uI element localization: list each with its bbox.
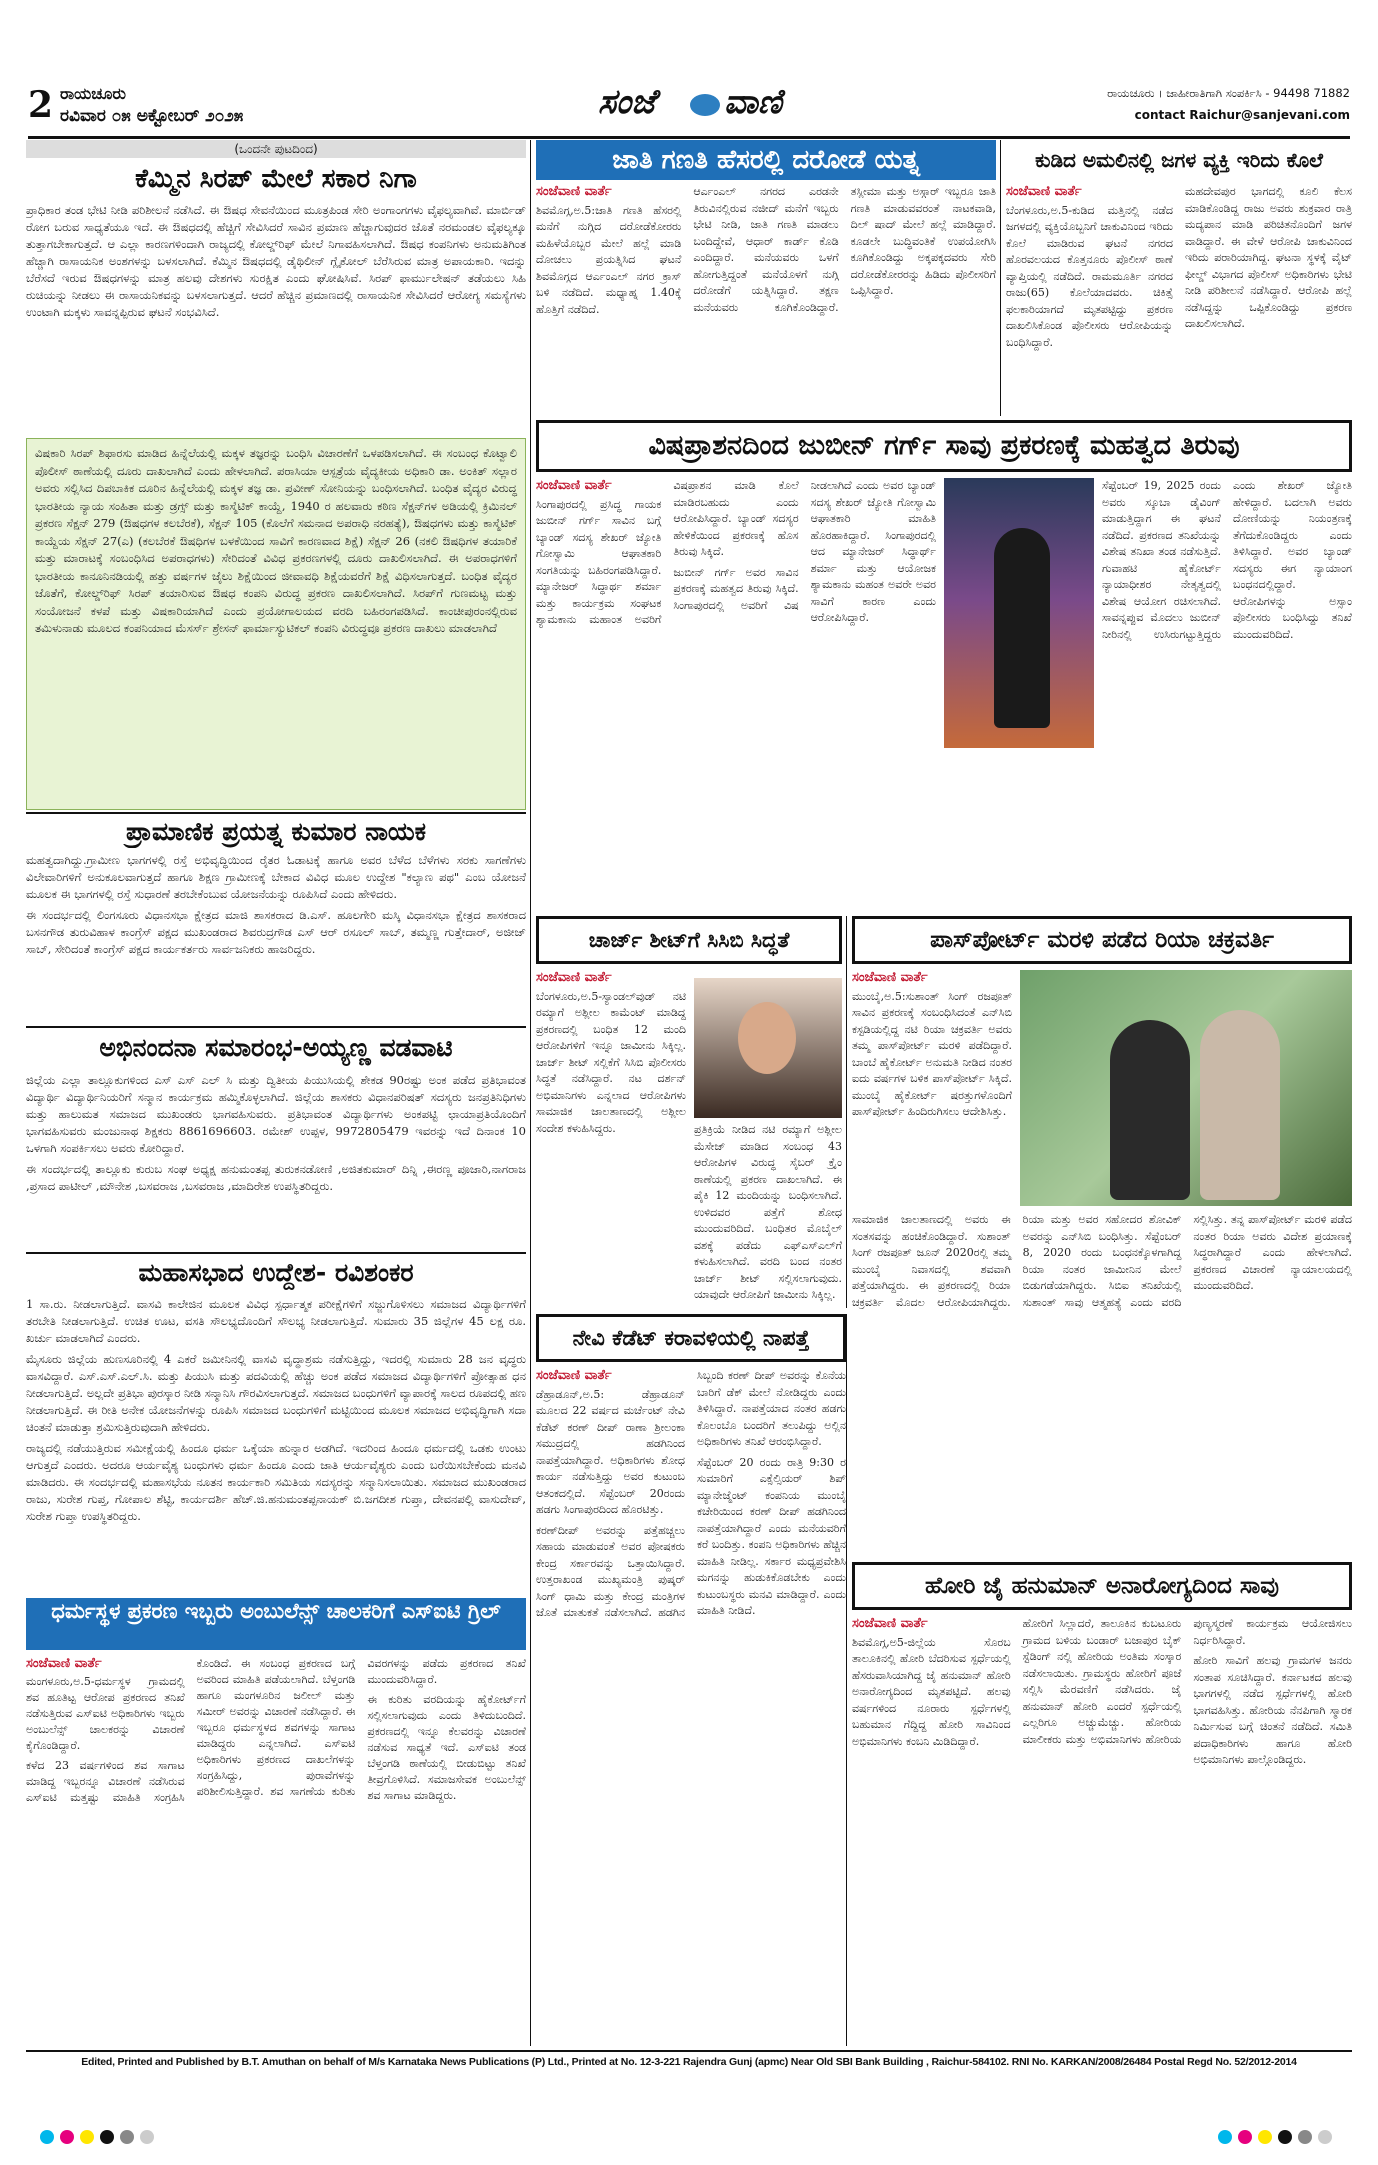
article-body <box>26 1072 526 1248</box>
magenta-mark <box>1238 2130 1252 2144</box>
paragraph: ಶಿವಮೊಗ್ಗ,ಅ5-ಜಿಲ್ಲೆಯ ಸೊರಬ ತಾಲೂಕಿನಲ್ಲಿ ಹೋರಿ ಬೆದರಿಸುವ ಸ್ಪರ್ಧೆಯಲ್ಲಿ ಹೆಸರುವಾಸಿಯಾಗಿದ್ದ ಜೈ ಹನುಮಾನ್ ಹೋರಿ ಅನಾರೋಗ್ಯದಿಂದ ಮೃತಪಟ್ಟಿದೆ. ಹಲವು ವರ್ಷಗಳಿಂದ ನೂರಾರು ಸ್ಪರ್ಧೆಗಳಲ್ಲಿ ಬಹುಮಾನ ಗೆದ್ದಿದ್ದ ಹೋರಿ ಸಾವಿನಿಂದ ಅಭಿಮಾನಿಗಳು ಕಂಬನಿ ಮಿಡಿದಿದ್ದಾರೆ. <box>852 1635 1011 1748</box>
headline[interactable]: ಪ್ರಾಮಾಣಿಕ ಪ್ರಯತ್ನ ಕುಮಾರ ನಾಯಕ <box>26 812 526 848</box>
column-divider <box>846 916 847 1308</box>
paragraph: ಕರಣ್‌ದೀಪ್ ಅವರನ್ನು ಪತ್ತೆಹಚ್ಚಲು ಸಹಾಯ ಮಾಡುವಂತೆ ಅವರ ಪೋಷಕರು ಕೇಂದ್ರ ಸರ್ಕಾರವನ್ನು ಒತ್ತಾಯಿಸಿದ್ದಾರೆ. ಉತ್ತರಾಖಂಡ ಮುಖ್ಯಮಂತ್ರಿ ಪುಷ್ಕರ್ ಸಿಂಗ್ ಧಾಮಿ ಮತ್ತು ಕೇಂದ್ರ ಮಂತ್ರಿಗಳ ಜೊತೆ ಮಾತುಕತೆ ನಡೆಸಲಾಗಿದೆ. ಹಡಗಿನ ಸಿಬ್ಬಂದಿ ಕರಣ್ ದೀಪ್ ಅವರನ್ನು ಕೊನೆಯ ಬಾರಿಗೆ ಡೆಕ್ ಮೇಲೆ ನೋಡಿದ್ದರು ಎಂದು ತಿಳಿಸಿದ್ದಾರೆ. ನಾಪತ್ತೆಯಾದ ನಂತರ ಹಡಗು ಕೊಲಂಬೊ ಬಂದರಿಗೆ ತಲುಪಿದ್ದು ಅಲ್ಲಿನ ಅಧಿಕಾರಿಗಳು ತನಿಖೆ ಆರಂಭಿಸಿದ್ದಾರೆ. <box>536 1369 846 1619</box>
article-body <box>26 1296 526 1592</box>
article-caste <box>536 140 996 416</box>
paragraph: ಈ ಕುರಿತು ವರದಿಯನ್ನು ಹೈಕೋರ್ಟ್‌ಗೆ ಸಲ್ಲಿಸಲಾಗುವುದು ಎಂದು ತಿಳಿದುಬಂದಿದೆ. ಪ್ರಕರಣದಲ್ಲಿ ಇನ್ನೂ ಕೆಲವರನ್ನು ವಿಚಾರಣೆ ನಡೆಸುವ ಸಾಧ್ಯತೆ ಇದೆ. ಎಸ್‌ಐಟಿ ತಂಡ ಬೆಳ್ತಂಗಡಿ ಠಾಣೆಯಲ್ಲಿ ಬೀಡುಬಿಟ್ಟು ತನಿಖೆ ತೀವ್ರಗೊಳಿಸಿದೆ. ಸಮಾಜಸೇವಕ ಅಂಬುಲೆನ್ಸ್ ಶವ ಸಾಗಾಟ ಮಾಡಿದ್ದರು. <box>367 1693 526 1802</box>
newspaper-logo <box>598 80 818 134</box>
article-nevi <box>536 1314 846 2046</box>
article-murder <box>1006 140 1352 416</box>
paragraph: ಹೋರಿಗೆ ಸಿಲ್ಲಾದರೆ, ತಾಲೂಕಿನ ಕುಬಟೂರು ಗ್ರಾಮದ ಬಳಿಯ ಬಂಡಾರ್ ಬಜಾಪುರ ಬೈಕ್ ಸ್ಟೆಡಿಂಗ್ ನಲ್ಲಿ ಹೋರಿಯ ಅಂತಿಮ ಸಂಸ್ಕಾರ ನಡೆಸಲಾಯಿತು. ಗ್ರಾಮಸ್ಥರು ಹೋರಿಗೆ ಪೂಜೆ ಸಲ್ಲಿಸಿ ಮೆರವಣಿಗೆ ನಡೆಸಿದರು. ಜೈ ಹನುಮಾನ್ ಹೋರಿ ಎಂದರೆ ಸ್ಪರ್ಧೆಯಲ್ಲಿ ಎಲ್ಲರಿಗೂ ಅಚ್ಚುಮೆಚ್ಚು. ಹೋರಿಯ ಮಾಲೀಕರು ಮತ್ತು ಅಭಿಮಾನಿಗಳು ಹೋರಿಯ ಪುಣ್ಯಸ್ಮರಣೆ ಕಾರ್ಯಕ್ರಮ ಆಯೋಜಿಸಲು ನಿರ್ಧರಿಸಿದ್ದಾರೆ. <box>1022 1617 1352 1746</box>
article-body <box>536 1368 846 2046</box>
headline[interactable]: ಅಭಿನಂದನಾ ಸಮಾರಂಭ-ಅಯ್ಯಣ್ಣ ವಡವಾಟಿ <box>26 1026 526 1066</box>
couple-photo <box>1020 970 1352 1206</box>
paragraph: ಜುಬೀನ್ ಗರ್ಗ್ ಅವರ ಸಾವಿನ ಪ್ರಕರಣಕ್ಕೆ ಮಹತ್ವದ ತಿರುವು ಸಿಕ್ಕಿದೆ. ಸಿಂಗಾಪುರದಲ್ಲಿ ಅವರಿಗೆ ವಿಷ ನೀಡಲಾಗಿದೆ ಎಂದು ಅವರ ಬ್ಯಾಂಡ್ ಸದಸ್ಯ ಶೇಖರ್ ಜ್ಯೋತಿ ಗೋಸ್ವಾಮಿ ಆಘಾತಕಾರಿ ಮಾಹಿತಿ ಹೊರಹಾಕಿದ್ದಾರೆ. ಸಿಂಗಾಪುರದಲ್ಲಿ ಆದ ಮ್ಯಾನೇಜರ್ ಸಿದ್ಧಾರ್ಥ್ ಶರ್ಮಾ ಮತ್ತು ಆಯೋಜಕ ಶ್ಯಾಮಕಾನು ಮಹಂತ ಅವರೇ ಅವರ ಸಾವಿಗೆ ಕಾರಣ ಎಂದು ಆರೋಪಿಸಿದ್ದಾರೆ. <box>673 479 936 624</box>
paragraph: ಮಹದೇವಪುರ ಭಾಗದಲ್ಲಿ ಕೂಲಿ ಕೆಲಸ ಮಾಡಿಕೊಂಡಿದ್ದ ರಾಜು ಅವರು ಶುಕ್ರವಾರ ರಾತ್ರಿ ಮದ್ಯಪಾನ ಮಾಡಿ ಪರಿಚಿತನೊಂದಿಗೆ ಜಗಳ ವಾಡಿದ್ದಾರೆ. ಈ ವೇಳೆ ಆರೋಪಿ ಚಾಕುವಿನಿಂದ ಇರಿದು ಪರಾರಿಯಾಗಿದ್ದ. ಘಟನಾ ಸ್ಥಳಕ್ಕೆ ವೈಟ್ ಫೀಲ್ಡ್ ವಿಭಾಗದ ಪೊಲೀಸ್ ಅಧಿಕಾರಿಗಳು ಭೇಟಿ ನೀಡಿ ಪರಿಶೀಲನೆ ನಡೆಸಿದ್ದಾರೆ. ಆರೋಪಿ ಹಲ್ಲೆ ನಡೆಸಿದ್ದನ್ನು ಒಪ್ಪಿಕೊಂಡಿದ್ದು ಪ್ರಕರಣ ದಾಖಲಿಸಲಾಗಿದೆ. <box>1185 185 1352 330</box>
paragraph: ಹೋರಿ ಸಾವಿಗೆ ಹಲವು ಗ್ರಾಮಗಳ ಜನರು ಸಂತಾಪ ಸೂಚಿಸಿದ್ದಾರೆ. ಕರ್ನಾಟಕದ ಹಲವು ಭಾಗಗಳಲ್ಲಿ ನಡೆದ ಸ್ಪರ್ಧೆಗಳಲ್ಲಿ ಹೋರಿ ಭಾಗವಹಿಸಿತ್ತು. ಹೋರಿಯ ನೆನಪಿಗಾಗಿ ಸ್ಮಾರಕ ನಿರ್ಮಿಸುವ ಬಗ್ಗೆ ಚಿಂತನೆ ನಡೆದಿದೆ. ಸಮಿತಿ ಪದಾಧಿಕಾರಿಗಳು ಹಾಗೂ ಹೋರಿ ಅಭಿಮಾನಿಗಳು ಪಾಲ್ಗೊಂಡಿದ್ದರು. <box>1193 1654 1352 1766</box>
article-body <box>536 184 996 416</box>
paragraph: ಸಿಂಗಾಪುರದಲ್ಲಿ ಪ್ರಸಿದ್ಧ ಗಾಯಕ ಜುಬೀನ್ ಗರ್ಗ್ ಸಾವಿನ ಬಗ್ಗೆ ಬ್ಯಾಂಡ್ ಸದಸ್ಯ ಶೇಖರ್ ಜ್ಯೋತಿ ಗೋಸ್ವಾಮಿ ಆಘಾತಕಾರಿ ಸಂಗತಿಯನ್ನು ಬಹಿರಂಗಪಡಿಸಿದ್ದಾರೆ. ಮ್ಯಾನೇಜರ್ ಸಿದ್ಧಾರ್ಥ ಶರ್ಮಾ ಮತ್ತು ಕಾರ್ಯಕ್ರಮ ಸಂಘಟಕ ಶ್ಯಾಮಕಾನು ಮಹಾಂತ ಅವರಿಗೆ ವಿಷಪ್ರಾಶನ ಮಾಡಿ ಕೊಲೆ ಮಾಡಿರಬಹುದು ಎಂದು ಆರೋಪಿಸಿದ್ದಾರೆ. ಬ್ಯಾಂಡ್ ಸದಸ್ಯರ ಹೇಳಿಕೆಯಿಂದ ಪ್ರಕರಣಕ್ಕೆ ಹೊಸ ತಿರುವು ಸಿಕ್ಕಿದೆ. <box>536 479 799 626</box>
byline: ಸಂಜೆವಾಣಿ ವಾರ್ತೆ <box>536 970 612 985</box>
byline: ಸಂಜೆವಾಣಿ ವಾರ್ತೆ <box>852 970 928 985</box>
info-box <box>26 438 526 810</box>
headline[interactable]: ಚಾರ್ಜ್ ಶೀಟ್‌ಗೆ ಸಿಸಿಬಿ ಸಿದ್ಧತೆ <box>536 916 842 964</box>
article-body <box>26 852 526 1020</box>
paragraph: ರಾಜ್ಯದಲ್ಲಿ ನಡೆಯುತ್ತಿರುವ ಸಮೀಕ್ಷೆಯಲ್ಲಿ ಹಿಂದೂ ಧರ್ಮ ಒಕ್ಕೆಯಾ ಹುನ್ನಾರ ಅಡಗಿದೆ. ಇದರಿಂದ ಹಿಂದೂ ಧರ್ಮದಲ್ಲಿ ಒಡಕು ಉಂಟು ಆಗುತ್ತದೆ ಎಂದರು. ಅದರೂ ಆರ್ಯವೈಶ್ಯ ಬಂಧುಗಳು ಧರ್ಮ ಹಿಂದೂ ಎಂದು ಜಾತಿ ಆರ್ಯವೈಶ್ಯರು ಎಂದು ಬರೆಯಿಸಬೇಕೆಂದು ಮನವಿ ಮಾಡಿದರು. ಈ ಸಂದರ್ಭದಲ್ಲಿ ಮಹಾಸಭೆಯ ನೂತನ ಕಾರ್ಯಕಾರಿ ಸಮಿತಿಯ ಸದಸ್ಯರನ್ನು ಸನ್ಮಾನಿಸಲಾಯಿತು. ಸಮಾಜದ ಮುಖಂಡರಾದ ರಾಜು, ಸುರೇಶ ಗುಪ್ತ, ಗೋಪಾಲ ಶೆಟ್ಟಿ, ಕಾರ್ಯದರ್ಶಿ ಹೆಚ್.ಜಿ.ಹನುಮಂತಪ್ಪನಾಯಕ್ ಬಿ.ಜಗದೀಶ ಗುಪ್ತಾ, ದೇವನಪಲ್ಲಿ ವಾಸುದೇವ್, ಸುರೇಶ ಗುಪ್ತಾ ಉಪಸ್ಥಿತರಿದ್ದರು. <box>26 1441 526 1523</box>
paragraph: ಶಿವಮೊಗ್ಗ,ಅ.5:ಜಾತಿ ಗಣತಿ ಹೆಸರಲ್ಲಿ ಮನೆಗೆ ನುಗ್ಗಿದ ದರೋಡೆಕೋರರು ಮಹಿಳೆಯೊಬ್ಬರ ಮೇಲೆ ಹಲ್ಲೆ ಮಾಡಿ ದೋಚಲು ಪ್ರಯತ್ನಿಸಿದ ಘಟನೆ ಶಿವಮೊಗ್ಗದ ಆರ್ಎಂಎಲ್ ನಗರ ಕ್ರಾಸ್ ಬಳಿ ನಡೆದಿದೆ. ಮಧ್ಯಾಹ್ನ 1.40ಕ್ಕೆ ಹೊತ್ತಿಗೆ ನಡೆದಿದೆ. <box>536 203 682 316</box>
paragraph: ಸೆಪ್ಟೆಂಬರ್ 20 ರಂದು ರಾತ್ರಿ 9:30 ರ ಸುಮಾರಿಗೆ ಎಕ್ಸೆಲ್ಸಿಯರ್ ಶಿಪ್ ಮ್ಯಾನೇಜ್ಮೆಂಟ್ ಕಂಪನಿಯ ಮುಂಬೈ ಕಚೇರಿಯಿಂದ ಕರಣ್ ದೀಪ್ ಹಡಗಿನಿಂದ ನಾಪತ್ತೆಯಾಗಿದ್ದಾರೆ ಎಂದು ಮನೆಯವರಿಗೆ ಕರೆ ಬಂದಿತ್ತು. ಕಂಪನಿ ಅಧಿಕಾರಿಗಳು ಹೆಚ್ಚಿನ ಮಾಹಿತಿ ನೀಡಿಲ್ಲ. ಸರ್ಕಾರ ಮಧ್ಯಪ್ರವೇಶಿಸಿ ಮಗನನ್ನು ಹುಡುಕಿಕೊಡಬೇಕು ಎಂದು ಕುಟುಂಬಸ್ಥರು ಮನವಿ ಮಾಡಿದ್ದಾರೆ. ಎಂದು ಮಾಹಿತಿ ನೀಡಿದೆ. <box>697 1455 846 1617</box>
grey-mark <box>1298 2130 1312 2144</box>
headline[interactable]: ನೇವಿ ಕೆಡೆಟ್ ಕರಾವಳಿಯಲ್ಲಿ ನಾಪತ್ತೆ <box>536 1314 846 1362</box>
headline[interactable]: ಮಹಾಸಭಾದ ಉದ್ದೇಶ- ರವಿಶಂಕರ <box>26 1252 526 1290</box>
headline[interactable]: ಕುಡಿದ ಅಮಲಿನಲ್ಲಿ ಜಗಳ ವ್ಯಕ್ತಿ ಇರಿದು ಕೊಲೆ <box>1035 148 1323 172</box>
yellow-mark <box>1258 2130 1272 2144</box>
headline[interactable]: ವಿಷಪ್ರಾಶನದಿಂದ ಜುಬೀನ್ ಗರ್ಗ್ ಸಾವು ಪ್ರಕರಣಕ್ಕೆ ಮಹತ್ವದ ತಿರುವು <box>536 420 1352 472</box>
grey-mark <box>120 2130 134 2144</box>
person-silhouette <box>994 528 1050 728</box>
box-paragraph: ವಿಷಕಾರಿ ಸಿರಪ್ ಶಿಫಾರಸು ಮಾಡಿದ ಹಿನ್ನೆಲೆಯಲ್ಲಿ ಮಕ್ಕಳ ತಜ್ಞರನ್ನು ಬಂಧಿಸಿ ವಿಚಾರಣೆಗೆ ಒಳಪಡಿಸಲಾಗಿದೆ. ಈ ಸಂಬಂಧ ಕೊಟ್ವಾಲಿ ಪೊಲೀಸ್ ಠಾಣೆಯಲ್ಲಿ ದೂರು ದಾಖಲಾಗಿದೆ ಎಂದು ಹೇಳಲಾಗಿದೆ. ಪರಾಸಿಯಾ ಆಸ್ಪತ್ರೆಯ ವೈದ್ಯಕೀಯ ಅಧಿಕಾರಿ ಡಾ. ಅಂಕಿತ್ ಸಲ್ಲಾರ ಅವರು ಸಲ್ಲಿಸಿದ ದಿಪಬಾಕಿಕ ದೂರಿನ ಹಿನ್ನೆಲೆಯಲ್ಲಿ ಮಕ್ಕಳ ತಜ್ಞ ಡಾ. ಪ್ರವೀಣ್ ಸೋನಿಯನ್ನು ಬಂಧಿಸಲಾಗಿದೆ. ಬಂಧಿತ ವೈದ್ಯರ ವಿರುದ್ಧ ಭಾರತೀಯ ನ್ಯಾಯ ಸಂಹಿತಾ ಮತ್ತು ಡ್ರಗ್ಸ್ ಮತ್ತು ಕಾಸ್ಮೆಟಿಕ್ ಕಾಯ್ದೆ, 1940 ರ ಹಲವಾರು ಕಠಿಣ ಸೆಕ್ಷನ್‌ಗಳ ಅಡಿಯಲ್ಲಿ ಕ್ರಿಮಿನಲ್ ಪ್ರಕರಣ ಸೆಕ್ಷನ್ 279 (ಔಷಧಗಳ ಕಲಬೆರಕೆ), ಸೆಕ್ಷನ್ 105 (ಕೊಲೆಗೆ ಸಮನಾದ ಅಪರಾಧಿ ನರಹತ್ಯೆ), ಔಷಧಗಳು ಮತ್ತು ಕಾಸ್ಮೆಟಿಕ್ ಕಾಯ್ದೆಯ ಸೆಕ್ಷನ್ 27(ಎ) (ಕಲಬೆರಕೆ ಔಷಧಿಗಳ ಬಳಕೆಯಿಂದ ಸಾವಿಗೆ ಕಾರಣವಾದ ಶಿಕ್ಷೆ) ಸೆಕ್ಷನ್ 26 (ನಕಲಿ ಔಷಧಿಗಳ ತಯಾರಿಕೆ ಮತ್ತು ಮಾರಾಟಕ್ಕೆ ಸಂಬಂಧಿಸಿದ ಅಪರಾಧಗಳು) ಸೇರಿದಂತೆ ವಿವಿಧ ಪ್ರಕರಣಗಳಲ್ಲಿ ದೂರು ದಾಖಲಿಸಲಾಗಿದೆ. ಈ ಅಪರಾಧಗಳಿಗೆ ಭಾರತೀಯ ಕಾನೂನಿನಡಿಯಲ್ಲಿ ಹತ್ತು ವರ್ಷಗಳ ಜೈಲು ಶಿಕ್ಷೆಯಿಂದ ಜೀವಾವಧಿ ಶಿಕ್ಷೆಯವರೆಗೆ ಶಿಕ್ಷೆ ವಿಧಿಸಲಾಗುತ್ತದೆ. ಬಂಧಿತ ವೈದ್ಯರ ಜೊತೆಗೆ, ಕೋಲ್ಡ್‌ರಿಫ್ ಸಿರಪ್ ತಯಾರಿಸುವ ಔಷಧ ಕಂಪನಿ ವಿರುದ್ಧ ಪ್ರಕರಣ ದಾಖಲಿಸಲಾಗಿದೆ. ಸಿರಪ್‌ಗೆ ಗುಣಮಟ್ಟ ಮತ್ತು ಸಂಯೋಜನೆ ಕಳಪೆ ಮತ್ತು ವಿಷಕಾರಿಯಾಗಿದೆ ಎಂದು ಪ್ರಯೋಗಾಲಯದ ವರದಿ ಬಹಿರಂಗಪಡಿಸಿದೆ. ಕಾಂಚೀಪುರಂನಲ್ಲಿರುವ ತಮಿಳುನಾಡು ಮೂಲದ ಕಂಪನಿಯಾದ ಮೆಸರ್ಸ್ ಶ್ರೇಸನ್ ಫಾರ್ಮಾಸ್ಯುಟಿಕಲ್ ಕಂಪನಿ ವಿರುದ್ಧವೂ ಪ್ರಕರಣ ದಾಖಲು ಮಾಡಲಾಗಿದೆ <box>35 446 517 635</box>
paragraph: ಮುಂಬೈ,ಅ.5:ಸುಶಾಂತ್ ಸಿಂಗ್ ರಜಪೂತ್ ಸಾವಿನ ಪ್ರಕರಣಕ್ಕೆ ಸಂಬಂಧಿಸಿದಂತೆ ಎನ್‌ಸಿಬಿ ಕಸ್ಟಡಿಯಲ್ಲಿದ್ದ ನಟಿ ರಿಯಾ ಚಕ್ರವರ್ತಿ ಅವರು ತಮ್ಮ ಪಾಸ್‌ಪೋರ್ಟ್ ಮರಳಿ ಪಡೆದಿದ್ದಾರೆ. ಬಾಂಬೆ ಹೈಕೋರ್ಟ್ ಅನುಮತಿ ನೀಡಿದ ನಂತರ ಐದು ವರ್ಷಗಳ ಬಳಿಕ ಪಾಸ್‌ಪೋರ್ಟ್ ಸಿಕ್ಕಿದೆ. ಮುಂಬೈ ಹೈಕೋರ್ಟ್ ಷರತ್ತುಗಳೊಂದಿಗೆ ಪಾಸ್‌ಪೋರ್ಟ್ ಹಿಂದಿರುಗಿಸಲು ಆದೇಶಿಸಿತ್ತು. <box>852 989 1012 1118</box>
column-divider <box>846 1314 847 2046</box>
article-kumar <box>26 812 526 1022</box>
paragraph: ಈ ಸಂದರ್ಭದಲ್ಲಿ ಲಿಂಗಸೂರು ವಿಧಾನಸಭಾ ಕ್ಷೇತ್ರದ ಮಾಜಿ ಶಾಸಕರಾದ ಡಿ.ಎಸ್. ಹೂಲಗೇರಿ ಮಸ್ಕಿ ವಿಧಾನಸಭಾ ಕ್ಷೇತ್ರದ ಶಾಸಕರಾದ ಬಸನಗೌಡ ತುರುವಿಹಾಳ ಕಾಂಗ್ರೆಸ್ ಪಕ್ಷದ ಮುಖಂಡರಾದ ಶಿವರುದ್ರಗೌಡ ಎಸ್ ಆರ್ ರಸೂಲ್ ಸಾಬ್, ತಮ್ಮಣ್ಣ ಗುತ್ತೇದಾರ್, ಅಜೀಜ್ ಸಾಬ್, ಸೇರಿದಂತೆ ಕಾಂಗ್ರೆಸ್ ಪಕ್ಷದ ಕಾರ್ಯಕರ್ತರು ಸಾರ್ವಜನಿಕರು ಹಾಜರಿದ್ದರು. <box>26 908 526 956</box>
cyan-mark <box>40 2130 54 2144</box>
headline[interactable]: ಹೋರಿ ಜೈ ಹನುಮಾನ್ ಅನಾರೋಗ್ಯದಿಂದ ಸಾವು <box>852 1562 1352 1610</box>
article-body <box>26 1656 526 2046</box>
contact-email[interactable]: contact Raichur@sanjevani.com <box>1134 108 1350 122</box>
registration-marks-right <box>1218 2130 1348 2146</box>
article-dharmasthala <box>26 1598 526 2046</box>
article-hori <box>852 1562 1352 2046</box>
paragraph: ಸಾಮಾಜಿಕ ಜಾಲತಾಣದಲ್ಲಿ ಅವರು ಈ ಸಂತಸವನ್ನು ಹಂಚಿಕೊಂಡಿದ್ದಾರೆ. ಸುಶಾಂತ್ ಸಿಂಗ್ ರಜಪೂತ್ ಜೂನ್ 2020ರಲ್ಲಿ ತಮ್ಮ ಮುಂಬೈ ನಿವಾಸದಲ್ಲಿ ಶವವಾಗಿ ಪತ್ತೆಯಾಗಿದ್ದರು. ಈ ಪ್ರಕರಣದಲ್ಲಿ ರಿಯಾ ಚಕ್ರವರ್ತಿ ಮೊದಲ ಆರೋಪಿಯಾಗಿದ್ದರು. ರಿಯಾ ಮತ್ತು ಅವರ ಸಹೋದರ ಶೋವಿಕ್ ಅವರನ್ನು ಎನ್‌ಸಿಬಿ ಬಂಧಿಸಿತ್ತು. ಸೆಪ್ಟೆಂಬರ್ 8, 2020 ರಂದು ಬಂಧನಕ್ಕೊಳಗಾಗಿದ್ದ ರಿಯಾ ನಂತರ ಜಾಮೀನಿನ ಮೇಲೆ ಬಿಡುಗಡೆಯಾಗಿದ್ದರು. ಸಿಬಿಐ ತನಿಖೆಯಲ್ಲಿ ಸುಶಾಂತ್ ಸಾವು ಆತ್ಮಹತ್ಯೆ ಎಂದು ವರದಿ ಸಲ್ಲಿಸಿತ್ತು. ತನ್ನ ಪಾಸ್‌ಪೋರ್ಟ್ ಮರಳಿ ಪಡೆದ ನಂತರ ರಿಯಾ ಅವರು ವಿದೇಶ ಪ್ರಯಾಣಕ್ಕೆ ಸಿದ್ಧರಾಗಿದ್ದಾರೆ ಎಂದು ಹೇಳಲಾಗಿದೆ. ಪ್ರಕರಣದ ವಿಚಾರಣೆ ನ್ಯಾಯಾಲಯದಲ್ಲಿ ಮುಂದುವರಿದಿದೆ. <box>852 1213 1352 1309</box>
headline[interactable]: ಪಾಸ್‌ಪೋರ್ಟ್ ಮರಳಿ ಪಡೆದ ರಿಯಾ ಚಕ್ರವರ್ತಿ <box>852 916 1352 964</box>
headline[interactable]: ಜಾತಿ ಗಣತಿ ಹೆಸರಲ್ಲಿ ದರೋಡೆ ಯತ್ನ <box>536 140 996 180</box>
article-zubeen <box>536 420 1352 910</box>
article-body <box>852 1616 1352 2046</box>
magenta-mark <box>60 2130 74 2144</box>
article-body-left <box>536 478 936 908</box>
paragraph: ಆರ್ಎಂಎಲ್ ನಗರದ ಎರಡನೇ ತಿರುವಿನಲ್ಲಿರುವ ನಜೀದ್ ಮನೆಗೆ ಇಬ್ಬರು ಭೇಟಿ ನೀಡಿ, ಜಾತಿ ಗಣತಿ ಮಾಡಲು ಬಂದಿದ್ದೇವೆ, ಆಧಾರ್ ಕಾರ್ಡ್ ಕೊಡಿ ಎಂದಿದ್ದಾರೆ. ಮನೆಯವರು ಒಳಗೆ ಹೋಗುತ್ತಿದ್ದಂತೆ ಮನೆಯೊಳಗೆ ನುಗ್ಗಿ ದರೋಡೆಗೆ ಯತ್ನಿಸಿದ್ದಾರೆ. ತಕ್ಷಣ ಮನೆಯವರು ಕೂಗಿಕೊಂಡಿದ್ದಾರೆ. ತಸ್ಲೀಮಾ ಮತ್ತು ಅಸ್ಗಾರ್‌ ಇಬ್ಬರೂ ಜಾತಿ ಗಣತಿ ಮಾಡುವವರಂತೆ ನಾಟಕವಾಡಿ, ದಿಲ್ ಷಾದ್ ಮೇಲೆ ಹಲ್ಲೆ ಮಾಡಿದ್ದಾರೆ. ಕೂಡಲೇ ಬುದ್ಧಿವಂತಿಕೆ ಉಪಯೋಗಿಸಿ ಕೂಗಿಕೊಂಡಿದ್ದು ಅಕ್ಕಪಕ್ಕದವರು ಸೇರಿ ದರೋಡೆಕೋರರನ್ನು ಹಿಡಿದು ಪೊಲೀಸರಿಗೆ ಒಪ್ಪಿಸಿದ್ದಾರೆ. <box>693 185 996 314</box>
paragraph: ಡೆಹ್ರಾಡೂನ್,ಅ.5: ಡೆಹ್ರಾಡೂನ್ ಮೂಲದ 22 ವರ್ಷದ ಮರ್ಚೆಂಟ್ ನೇವಿ ಕೆಡೆಟ್ ಕರಣ್ ದೀಪ್ ರಾಣಾ ಶ್ರೀಲಂಕಾ ಸಮುದ್ರದಲ್ಲಿ ಹಡಗಿನಿಂದ ನಾಪತ್ತೆಯಾಗಿದ್ದಾರೆ. ಅಧಿಕಾರಿಗಳು ಶೋಧ ಕಾರ್ಯ ನಡೆಸುತ್ತಿದ್ದು ಅವರ ಕುಟುಂಬ ಆತಂಕದಲ್ಲಿದೆ. ಸೆಪ್ಟೆಂಬರ್ 20ರಂದು ಹಡಗು ಸಿಂಗಾಪುರದಿಂದ ಹೊರಟಿತ್ತು. <box>536 1387 685 1516</box>
article-body-bottom <box>694 1122 842 1308</box>
byline: ಸಂಜೆವಾಣಿ ವಾರ್ತೆ <box>536 1368 612 1383</box>
registration-marks-left <box>40 2130 200 2146</box>
yellow-mark <box>80 2130 94 2144</box>
photo-side-text <box>944 754 1094 908</box>
black-mark <box>1278 2130 1292 2144</box>
paragraph: ಮಂಗಳೂರು,ಅ.5-ಧರ್ಮಸ್ಥಳ ಗ್ರಾಮದಲ್ಲಿ ಶವ ಹೂತಿಟ್ಟ ಆರೋಪ ಪ್ರಕರಣದ ತನಿಖೆ ನಡೆಸುತ್ತಿರುವ ಎಸ್‌ಐಟಿ ಅಧಿಕಾರಿಗಳು ಇಬ್ಬರು ಅಂಬುಲೆನ್ಸ್ ಚಾಲಕರನ್ನು ವಿಚಾರಣೆ ಕೈಗೊಂಡಿದ್ದಾರೆ. <box>26 1675 185 1752</box>
article-mahasabha <box>26 1252 526 1592</box>
paragraph: 1 ಸಾ.ರು. ನೀಡಲಾಗುತ್ತಿದೆ. ವಾಸವಿ ಕಾಲೇಜಿನ ಮೂಲಕ ವಿವಿಧ ಸ್ಪರ್ಧಾತ್ಮಕ ಪರೀಕ್ಷೆಗಳಿಗೆ ಸಜ್ಜುಗೊಳಿಸಲು ಸಮಾಜದ ವಿದ್ಯಾರ್ಥಿಗಳಿಗೆ ತರಬೇತಿ ನೀಡಲಾಗುತ್ತಿದೆ. ಉಚಿತ ಊಟ, ವಸತಿ ಸೌಲಭ್ಯದೊಂದಿಗೆ ಸೌಲಭ್ಯ ನೀಡಲಾಗುತ್ತಿದೆ. ಸುಮಾರು 35 ಜಿಲ್ಲೆಗಳ 45 ಲಕ್ಷ ರೂ. ಖರ್ಚು ಮಾಡಲಾಗಿದೆ ಎಂದರು. <box>26 1297 526 1345</box>
article-body-right <box>1102 478 1352 908</box>
footer-rule <box>26 2050 1352 2052</box>
article-rhea <box>852 916 1352 1556</box>
column-divider <box>1000 140 1001 416</box>
logo-text-part1: ಸಂಜೆ <box>598 82 656 122</box>
cyan-mark <box>1218 2130 1232 2144</box>
ad-contact-line: ರಾಯಚೂರು । ಜಾಹೀರಾತಿಗಾಗಿ ಸಂಪರ್ಕಿಸಿ - 94498 71882 <box>1107 86 1350 100</box>
byline: ಸಂಜೆವಾಣಿ ವಾರ್ತೆ <box>1006 184 1082 199</box>
article-body-top <box>536 970 686 1308</box>
headline[interactable]: ಧರ್ಮಸ್ಥಳ ಪ್ರಕರಣ ಇಬ್ಬರು ಅಂಬುಲೆನ್ಸ್ ಚಾಲಕರಿಗೆ ಎಸ್‌ಐಟಿ ಗ್ರಿಲ್ <box>26 1598 526 1650</box>
kicker: (ಒಂದನೇ ಪುಟದಿಂದ) <box>26 140 526 158</box>
masthead-rule <box>28 136 1350 139</box>
page-number: 2 <box>28 84 54 126</box>
article-body <box>26 202 526 434</box>
article-body-top <box>852 970 1012 1206</box>
person-shape-1 <box>1110 1020 1190 1200</box>
edition-label: ರಾಯಚೂರು <box>60 84 126 103</box>
article-body-bottom <box>852 1212 1352 1556</box>
actress-photo <box>694 978 842 1118</box>
paragraph: ಜಿಲ್ಲೆಯ ಎಲ್ಲಾ ತಾಲ್ಲೂಕುಗಳಿಂದ ಎಸ್ ಎಸ್ ಎಲ್ ಸಿ ಮತ್ತು ದ್ವಿತೀಯ ಪಿಯುಸಿಯಲ್ಲಿ ಶೇಕಡ 90ರಷ್ಟು ಅಂಕ ಪಡೆದ ಪ್ರತಿಭಾವಂತ ವಿದ್ಯಾರ್ಥಿ ವಿದ್ಯಾರ್ಥಿನಿಯರಿಗೆ ಸನ್ಮಾನ ಕಾರ್ಯಕ್ರಮ ಹಮ್ಮಿಕೊಳ್ಳಲಾಗಿದೆ. ಜಿಲ್ಲೆಯ ಶಾಸಕರು ವಿಧಾನಪರಿಷತ್ ಸದಸ್ಯರು ಜನಪ್ರತಿನಿಧಿಗಳು ಮತ್ತು ಹಾಲುಮತ ಸಮಾಜದ ಮುಖಂಡರು ಭಾಗವಹಿಸುವರು. ಪ್ರತಿಭಾವಂತ ವಿದ್ಯಾರ್ಥಿಗಳು ಅಂಕಪಟ್ಟಿ ಛಾಯಾಪ್ರತಿಯೊಂದಿಗೆ ಭಾಗವಹಿಸುವರು ಮಂಜುನಾಥ ಶಿಕ್ಷಕರು 8861696603. ರಮೇಶ್ ಉಪ್ಪಳ, 9972805479 ಇವರನ್ನು ಇದೆ ದಿನಾಂಕ 10 ಒಳಗಾಗಿ ಸಂಪರ್ಕಿಸಲು ಅವರು ಕೋರಿದ್ದಾರೆ. <box>26 1073 526 1155</box>
person-shape-2 <box>1200 1010 1280 1200</box>
article-chargesheet <box>536 916 842 1308</box>
paragraph: ಮಹತ್ವದಾಗಿದ್ದು.ಗ್ರಾಮೀಣ ಭಾಗಗಳಲ್ಲಿ ರಸ್ತೆ ಅಭಿವೃದ್ಧಿಯಿಂದ ರೈತರ ಓಡಾಟಕ್ಕೆ ಹಾಗೂ ಅವರ ಬೆಳೆದ ಬೆಳೆಗಳು ಸರಕು ಸಾಗಣೆಗಳು ವಿಲೇವಾರಿಗಳಿಗೆ ಅನುಕೂಲವಾಗುತ್ತದೆ ಹಾಗೂ ಶಿಕ್ಷಣ ಗ್ರಾಮೀಣಕ್ಕೆ ಬೇಕಾದ ವಿವಿಧ ಮೂಲ ಉದ್ದೇಶ "ಕಲ್ಯಾಣ ಪಥ" ಎಂಬ ಯೋಜನೆ ಮೂಲಕ ಈ ಭಾಗಗಳಲ್ಲಿ ರಸ್ತೆ ಸುಧಾರಣೆ ತರಬೇಕೆಂಬುವ ಯೋಜನೆಯನ್ನು ರೂಪಿಸಿದೆ ಎಂದು ಹೇಳಿದರು. <box>26 853 526 901</box>
article-body <box>1006 184 1352 416</box>
article-abhinandana <box>26 1026 526 1248</box>
paragraph: ಮೈಸೂರು ಜಿಲ್ಲೆಯ ಹುಣಸೂರಿನಲ್ಲಿ 4 ಎಕರೆ ಜಮೀನಿನಲ್ಲಿ ವಾಸವಿ ವೃದ್ಧಾಶ್ರಮ ನಡೆಸುತ್ತಿದ್ದು, ಇದರಲ್ಲಿ ಸುಮಾರು 28 ಜನ ವೃದ್ಧರು ವಾಸವಿದ್ದಾರೆ. ಎಸ್.ಎಸ್.ಎಲ್.ಸಿ. ಮತ್ತು ಪಿಯುಸಿ ಮತ್ತು ಪದವಿಯಲ್ಲಿ ಹೆಚ್ಚು ಅಂಕ ಪಡೆದ ಸಮಾಜದ ವಿದ್ಯಾರ್ಥಿಗಳಿಗೆ ಪ್ರೋತ್ಸಾಹ ಧನ ನೀಡಲಾಗುತ್ತಿದೆ. ಅಲ್ಲದೇ ಪ್ರತಿಭಾ ಪುರಸ್ಕಾರ ನೀಡಿ ಸನ್ಮಾನಿಸಿ ಗೌರವಿಸಲಾಗುತ್ತದೆ. ಸಮಾಜದ ಬಂಧುಗಳಿಗೆ ವ್ಯಾಪಾರಕ್ಕೆ ಸಾಲದ ರೂಪದಲ್ಲಿ ಹಣ ನೀಡಲಾಗುತ್ತಿದೆ. ಈ ರೀತಿ ಅನೇಕ ಯೋಜನೆಗಳನ್ನು ರೂಪಿಸಿ ಸಮಾಜದ ಬಂಧುಗಳಿಗೆ ಮಟ್ಟಿಯಿಂದ ಮೂಲಕ ಸಮಾಜದ ಅಭಿವೃದ್ಧಿಗಾಗಿ ಸದಾ ಚಿಂತನೆ ಮಾಡುತ್ತಾ ಶ್ರಮಿಸುತ್ತಿರುವುದಾಗಿ ಹೇಳಿದರು. <box>26 1352 526 1434</box>
singer-photo <box>944 478 1094 748</box>
byline: ಸಂಜೆವಾಣಿ ವಾರ್ತೆ <box>536 184 612 199</box>
paragraph: ಈ ಸಂದರ್ಭದಲ್ಲಿ ತಾಲ್ಲೂಕು ಕುರುಬ ಸಂಘ ಅಧ್ಯಕ್ಷ ಹನುಮಂತಪ್ಪ ತುರುಕನಡೋಣಿ ,ಅಜಿತಕುಮಾರ್ ದಿನ್ನಿ ,ಈರಣ್ಣ ಪೂಜಾರಿ,ನಾಗರಾಜ ,ಪ್ರಸಾದ ಪಾಟೀಲ್ ,ಮೌನೇಶ ,ಬಸವರಾಜ ,ಬಸವರಾಜ ,ಮಾದಿರೇಶ ಉಪಸ್ಥಿತರಿದ್ದರು. <box>26 1162 526 1193</box>
footer-imprint: Edited, Printed and Published by B.T. Amuthan on behalf of M/s Karnataka News Publications (P) Ltd., Printed at No. 12-3-221 Rajendra Gunj (apmc) Near Old SBI Bank Building , Raichur-584102. RNI No. KARKAN/2008/26484 Postal Regd No. 52/2012-2014 <box>81 2056 1297 2068</box>
black-mark <box>100 2130 114 2144</box>
paragraph: ಸೆಪ್ಟೆಂಬರ್ 19, 2025 ರಂದು ಅವರು ಸ್ಕೂಬಾ ಡೈವಿಂಗ್ ಮಾಡುತ್ತಿದ್ದಾಗ ಈ ಘಟನೆ ನಡೆದಿದೆ. ಪ್ರಕರಣದ ತನಿಖೆಯನ್ನು ವಿಶೇಷ ತನಿಖಾ ತಂಡ ನಡೆಸುತ್ತಿದೆ. ಗುವಾಹಟಿ ಹೈಕೋರ್ಟ್ ನ್ಯಾಯಾಧೀಶರ ನೇತೃತ್ವದಲ್ಲಿ ವಿಶೇಷ ಆಯೋಗ ರಚಿಸಲಾಗಿದೆ. ಸಾವನ್ನಪ್ಪುವ ಮೊದಲು ಜುಬೀನ್ ನೀರಿನಲ್ಲಿ ಉಸಿರುಗಟ್ಟುತ್ತಿದ್ದರು ಎಂದು ಶೇಖರ್ ಜ್ಯೋತಿ ಹೇಳಿದ್ದಾರೆ. ಬದಲಾಗಿ ಅವರು ದೋಣಿಯನ್ನು ನಿಯಂತ್ರಣಕ್ಕೆ ತೆಗೆದುಕೊಂಡಿದ್ದರು ಎಂದು ತಿಳಿಸಿದ್ದಾರೆ. ಅವರ ಬ್ಯಾಂಡ್ ಸದಸ್ಯರು ಈಗ ನ್ಯಾಯಾಂಗ ಬಂಧನದಲ್ಲಿದ್ದಾರೆ. ಆರೋಪಿಗಳನ್ನು ಅಸ್ಸಾಂ ಪೊಲೀಸರು ಬಂಧಿಸಿದ್ದು ತನಿಖೆ ಮುಂದುವರಿದಿದೆ. <box>1102 479 1352 641</box>
paragraph: ಬೆಂಗಳೂರು,ಅ.5-ಸ್ಯಾಂಡಲ್‌ವುಡ್ ನಟಿ ರಮ್ಯಾಗೆ ಅಶ್ಲೀಲ ಕಾಮೆಂಟ್ ಮಾಡಿದ್ದ ಪ್ರಕರಣದಲ್ಲಿ ಬಂಧಿತ 12 ಮಂದಿ ಆರೋಪಿಗಳಿಗೆ ಇನ್ನೂ ಜಾಮೀನು ಸಿಕ್ಕಿಲ್ಲ. ಚಾರ್ಜ್ ಶೀಟ್ ಸಲ್ಲಿಕೆಗೆ ಸಿಸಿಬಿ ಪೊಲೀಸರು ಸಿದ್ಧತೆ ನಡೆಸಿದ್ದಾರೆ. ನಟ ದರ್ಶನ್ ಅಭಿಮಾನಿಗಳು ಎನ್ನಲಾದ ಆರೋಪಿಗಳು ಸಾಮಾಜಿಕ ಜಾಲತಾಣದಲ್ಲಿ ಅಶ್ಲೀಲ ಸಂದೇಶ ಕಳುಹಿಸಿದ್ದರು. <box>536 989 686 1135</box>
article-syrup <box>26 140 526 810</box>
byline: ಸಂಜೆವಾಣಿ ವಾರ್ತೆ <box>536 478 612 493</box>
logo-globe-icon <box>690 94 720 116</box>
paragraph: ಪ್ರಾಧಿಕಾರ ತಂಡ ಭೇಟಿ ನೀಡಿ ಪರಿಶೀಲನೆ ನಡೆಸಿದೆ. ಈ ಔಷಧ ಸೇವನೆಯಿಂದ ಮೂತ್ರಪಿಂಡ ಸೇರಿ ಅಂಗಾಂಗಗಳು ವೈಫಲ್ಯವಾಗಿವೆ. ಮಾರ್ಬಿಡ್ ರೋಗ ಬರುವ ಸಾಧ್ಯತೆಯೂ ಇದೆ. ಈ ಔಷಧದಲ್ಲಿ ಹೆಚ್ಚಿಗೆ ಸೇವಿಸಿದರೆ ಸಾವಿನ ಪ್ರಮಾಣ ಹೆಚ್ಚಾಗುವುದರ ಜೊತೆ ನರಮಂಡಲ ವೈಫಲ್ಯಕ್ಕೂ ತುತ್ತಾಗಬೇಕಾಗುತ್ತದೆ. ಆ ಎಲ್ಲಾ ಕಾರಣಗಳಿಂದಾಗಿ ರಾಜ್ಯದಲ್ಲಿ ಕೋಲ್ಡ್‌ರಿಫ್ ಮೇಲೆ ನಿಗಾವಹಿಸಲಾಗಿದೆ. ಔಷಧ ಕಂಪನಿಗಳು ಅನುಮತಿಗಿಂತ ಹೆಚ್ಚಾಗಿ ರಾಸಾಯನಿಕ ಅಂಶಗಳನ್ನು ಬಳಸಲಾಗಿದೆ. ಕೆಮ್ಮಿನ ಔಷಧದಲ್ಲಿ ಡೈಥಿಲೀನ್ ಗ್ಲೈಕೋಲ್ ಬೆರೆಸಿರುವ ಮಾತ್ರ ಅಪಾಯಕಾರಿ. ಇದನ್ನು ಬೆರೆಸದೆ ಇರುವ ಔಷಧಗಳನ್ನು ಮಾತ್ರ ಹಲವು ದೇಶಗಳು ಸುರಕ್ಷಿತ ಎಂದು ಘೋಷಿಸಿವೆ. ಸಿರಪ್ ಫಾರ್ಮುಲೇಷನ್ ತಡೆಯಲು ಸಿಹಿ ರುಚಿಯನ್ನು ನೀಡಲು ಈ ರಾಸಾಯನಿಕವನ್ನು ಬಳಸಲಾಗುತ್ತದೆ. ಆದರೆ ಹೆಚ್ಚಿನ ಪ್ರಮಾಣದಲ್ಲಿ ರಾಸಾಯನಿಕ ಸೇವಿಸಿದರೆ ಆರೋಗ್ಯ ಸಮಸ್ಯೆಗಳು ಉಂಟಾಗಿ ಮಕ್ಕಳು ಸಾವನ್ನಪ್ಪಿರುವ ಘಟನೆ ಸಂಭವಿಸಿದೆ. <box>26 203 526 319</box>
logo-text-part2: ವಾಣಿ <box>724 82 782 122</box>
light-grey-mark <box>1318 2130 1332 2144</box>
issue-date: ರವಿವಾರ ೦೫ ಅಕ್ಟೋಬರ್ ೨೦೨೫ <box>60 106 244 126</box>
headline[interactable]: ಕೆಮ್ಮಿನ ಸಿರಪ್ ಮೇಲೆ ಸಕಾರ ನಿಗಾ <box>135 164 417 194</box>
paragraph: ಬೆಂಗಳೂರು,ಅ.5-ಕುಡಿದ ಮತ್ತಿನಲ್ಲಿ ನಡೆದ ಜಗಳದಲ್ಲಿ ವ್ಯಕ್ತಿಯೊಬ್ಬನಿಗೆ ಚಾಕುವಿನಿಂದ ಇರಿದು ಕೊಲೆ ಮಾಡಿರುವ ಘಟನೆ ನಗರದ ಹೊರವಲಯದ ಕೊತ್ತನೂರು ಪೊಲೀಸ್ ಠಾಣೆ ವ್ಯಾಪ್ತಿಯಲ್ಲಿ ನಡೆದಿದೆ. ರಾಮಮೂರ್ತಿ ನಗರದ ರಾಜು(65) ಕೊಲೆಯಾದವರು. ಚಿಕಿತ್ಸೆ ಫಲಕಾರಿಯಾಗದೆ ಮೃತಪಟ್ಟಿದ್ದು ಪ್ರಕರಣ ದಾಖಲಿಸಿಕೊಂಡ ಪೊಲೀಸರು ಆರೋಪಿಯನ್ನು ಬಂಧಿಸಿದ್ದಾರೆ. <box>1006 203 1173 349</box>
face-shape <box>738 1002 796 1074</box>
paragraph: ಪ್ರತಿಕ್ರಿಯೆ ನೀಡಿದ ನಟಿ ರಮ್ಯಾಗೆ ಅಶ್ಲೀಲ ಮೆಸೇಜ್ ಮಾಡಿದ ಸಂಬಂಧ 43 ಆರೋಪಿಗಳ ವಿರುದ್ಧ ಸೈಬರ್ ಕ್ರೈಂ ಠಾಣೆಯಲ್ಲಿ ಪ್ರಕರಣ ದಾಖಲಾಗಿದೆ. ಈ ಪೈಕಿ 12 ಮಂದಿಯನ್ನು ಬಂಧಿಸಲಾಗಿದೆ. ಉಳಿದವರ ಪತ್ತೆಗೆ ಶೋಧ ಮುಂದುವರಿದಿದೆ. ಬಂಧಿತರ ಮೊಬೈಲ್ ವಶಕ್ಕೆ ಪಡೆದು ಎಫ್‌ಎಸ್‌ಎಲ್‌ಗೆ ಕಳುಹಿಸಲಾಗಿದೆ. ವರದಿ ಬಂದ ನಂತರ ಚಾರ್ಜ್ ಶೀಟ್ ಸಲ್ಲಿಸಲಾಗುವುದು. ಯಾವುದೇ ಆರೋಪಿಗೆ ಜಾಮೀನು ಸಿಕ್ಕಿಲ್ಲ. <box>694 1123 842 1301</box>
byline: ಸಂಜೆವಾಣಿ ವಾರ್ತೆ <box>852 1616 928 1631</box>
light-grey-mark <box>140 2130 154 2144</box>
masthead <box>28 80 1350 140</box>
paragraph: ಕಳೆದ 23 ವರ್ಷಗಳಿಂದ ಶವ ಸಾಗಾಟ ಮಾಡಿದ್ದ ಇಬ್ಬರನ್ನೂ ವಿಚಾರಣೆ ನಡೆಸಿರುವ ಎಸ್‌ಐಟಿ ಮತ್ತಷ್ಟು ಮಾಹಿತಿ ಸಂಗ್ರಹಿಸಿ ಕೊಂಡಿದೆ. ಈ ಸಂಬಂಧ ಪ್ರಕರಣದ ಬಗ್ಗೆ ಅವರಿಂದ ಮಾಹಿತಿ ಪಡೆಯಲಾಗಿದೆ. ಬೆಳ್ತಂಗಡಿ ಹಾಗೂ ಮಂಗಳೂರಿನ ಜಲೀಲ್ ಮತ್ತು ಸಮೀರ್ ಅವರನ್ನು ವಿಚಾರಣೆ ನಡೆಸಿದ್ದಾರೆ. ಈ ಇಬ್ಬರೂ ಧರ್ಮಸ್ಥಳದ ಶವಗಳನ್ನು ಸಾಗಾಟ ಮಾಡಿದ್ದರು ಎನ್ನಲಾಗಿದೆ. ಎಸ್‌ಐಟಿ ಅಧಿಕಾರಿಗಳು ಪ್ರಕರಣದ ದಾಖಲೆಗಳನ್ನು ಸಂಗ್ರಹಿಸಿದ್ದು, ಪುರಾವೆಗಳನ್ನು ಪರಿಶೀಲಿಸುತ್ತಿದ್ದಾರೆ. ಶವ ಸಾಗಣೆಯ ಕುರಿತು ವಿವರಗಳನ್ನು ಪಡೆದು ಪ್ರಕರಣದ ತನಿಖೆ ಮುಂದುವರಿಸಿದ್ದಾರೆ. <box>26 1657 526 1804</box>
byline: ಸಂಜೆವಾಣಿ ವಾರ್ತೆ <box>26 1656 102 1671</box>
column-divider <box>530 140 531 2046</box>
